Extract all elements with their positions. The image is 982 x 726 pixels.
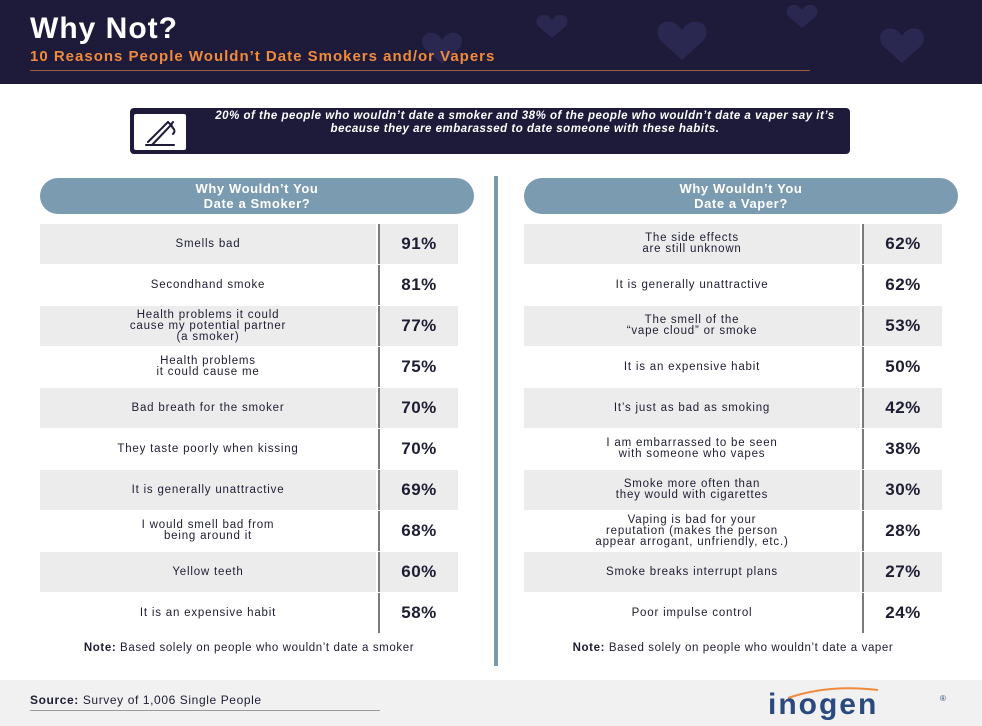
vaper-table-row (524, 306, 942, 347)
vaper-reason-label: The side effects are still unknown (524, 224, 860, 264)
vaper-table-row (524, 511, 942, 552)
vaper-reason-percent: 28% (862, 511, 942, 551)
smoker-reason-percent: 60% (378, 552, 458, 592)
vaper-table-row (524, 265, 942, 306)
vaper-reason-percent: 30% (862, 470, 942, 510)
source-underline (30, 710, 380, 711)
smoker-table-row (40, 470, 458, 511)
smoker-reason-label: They taste poorly when kissing (117, 442, 299, 455)
vaper-reason-percent: 27% (862, 552, 942, 592)
vaper-reason-label: Smoke breaks interrupt plans (524, 552, 860, 592)
cigarette-icon (140, 116, 180, 148)
smoker-title-line-1: Why Wouldn’t You (195, 181, 319, 196)
subtitle-underline (30, 70, 810, 71)
smoker-table-row (40, 593, 458, 634)
vaper-table-row (524, 552, 942, 593)
smoker-reason-percent: 75% (378, 347, 458, 387)
smoker-reason-label: It is generally unattractive (40, 470, 376, 510)
source-text (30, 693, 262, 707)
vaper-reason-percent: 42% (862, 388, 942, 428)
smoker-reason-percent: 91% (378, 224, 458, 264)
vaper-table-row (524, 224, 942, 265)
smoker-reason-label: Smells bad (40, 224, 376, 264)
smoker-reason-percent: 81% (378, 265, 458, 305)
smoker-reason-label: Health problems it could cause my potential partner (a smoker) (40, 306, 376, 346)
hearts-decoration-icon (382, 0, 982, 84)
vaper-reasons-table (524, 224, 942, 634)
source-label: Source: (30, 693, 79, 707)
smoker-reason-label: Health problems it could cause me (156, 355, 260, 378)
vaper-reason-label: It is an expensive habit (623, 360, 761, 373)
vaper-table-row (524, 347, 942, 388)
vaper-reason-label: It’s just as bad as smoking (524, 388, 860, 428)
smoker-reason-label: Secondhand smoke (150, 278, 266, 291)
inogen-logo[interactable]: inogen (768, 688, 879, 721)
header-banner (0, 0, 982, 84)
vaper-table-row (524, 470, 942, 511)
vaper-reason-label: It is generally unattractive (615, 278, 769, 291)
smoker-reason-label: Yellow teeth (40, 552, 376, 592)
smoker-table-row (40, 224, 458, 265)
smoker-reason-label: Bad breath for the smoker (40, 388, 376, 428)
smoker-title-line-2: Date a Smoker? (203, 196, 311, 211)
smoker-table-row (40, 388, 458, 429)
page-subtitle: 10 Reasons People Wouldn’t Date Smokers and/or Vapers (30, 48, 496, 65)
vaper-reason-percent: 53% (862, 306, 942, 346)
smoker-reason-percent: 70% (378, 429, 458, 469)
vaper-table-row (524, 388, 942, 429)
smoker-note (40, 642, 458, 654)
smoker-reason-label: It is an expensive habit (139, 606, 277, 619)
vaper-table-title (524, 178, 958, 214)
smoker-table-title (40, 178, 474, 214)
vaper-table-row (524, 593, 942, 634)
vaper-note (524, 642, 942, 654)
vaper-note-label: Note: (572, 642, 606, 654)
smoker-note-label: Note: (83, 642, 117, 654)
smoker-table-row (40, 511, 458, 552)
vaper-reason-label: Vaping is bad for your reputation (makes the person appear arrogant, unfriendly, etc.) (595, 513, 789, 548)
vaper-table-row (524, 429, 942, 470)
logo-registered-mark: ® (940, 694, 946, 703)
smoker-reason-percent: 69% (378, 470, 458, 510)
callout-text: 20% of the people who wouldn’t date a smoker and 38% of the people who wouldn’t date a vaper say it’s because they are embarassed to date someone with these habits. (215, 110, 835, 135)
smoker-reason-percent: 70% (378, 388, 458, 428)
smoker-reason-percent: 77% (378, 306, 458, 346)
smoker-table-row (40, 552, 458, 593)
vaper-reason-percent: 62% (862, 224, 942, 264)
page-title: Why Not? (30, 12, 178, 45)
smoker-reasons-table (40, 224, 458, 634)
smoker-reason-label: I would smell bad from being around it (141, 519, 275, 542)
vaper-reason-percent: 50% (862, 347, 942, 387)
source-value: Survey of 1,006 Single People (78, 693, 262, 707)
vaper-title-line-2: Date a Vaper? (694, 196, 788, 211)
vaper-reason-label: Poor impulse control (631, 606, 753, 619)
smoker-table-row (40, 306, 458, 347)
smoker-table-row (40, 429, 458, 470)
vaper-reason-label: The smell of the “vape cloud” or smoke (524, 306, 860, 346)
vaper-reason-label: I am embarrassed to be seen with someone who vapes (606, 437, 778, 460)
vaper-reason-percent: 24% (862, 593, 942, 633)
smoker-table-row (40, 265, 458, 306)
smoker-note-text: Based solely on people who wouldn’t date a smoker (116, 642, 415, 654)
callout-icon-box (132, 112, 188, 152)
column-divider (494, 176, 498, 666)
smoker-reason-percent: 68% (378, 511, 458, 551)
vaper-reason-label: Smoke more often than they would with cigarettes (524, 470, 860, 510)
vaper-reason-percent: 38% (862, 429, 942, 469)
smoker-table-row (40, 347, 458, 388)
vaper-title-line-1: Why Wouldn’t You (679, 181, 803, 196)
smoker-reason-percent: 58% (378, 593, 458, 633)
vaper-note-text: Based solely on people who wouldn’t date a vaper (605, 642, 894, 654)
vaper-reason-percent: 62% (862, 265, 942, 305)
